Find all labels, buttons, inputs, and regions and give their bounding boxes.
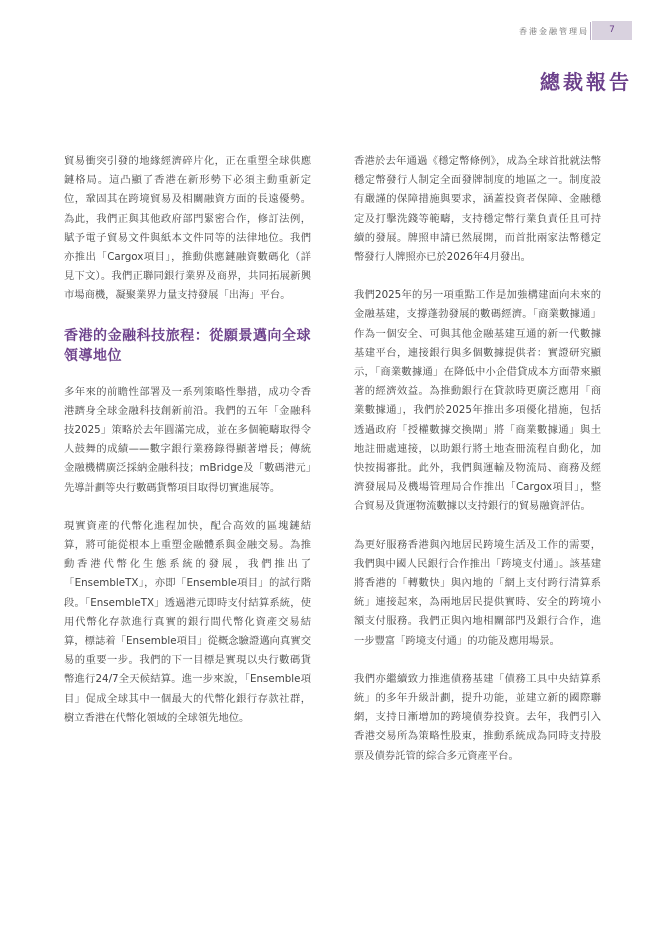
subsection-heading: 香港的金融科技旅程：從願景邁向全球領導地位 <box>64 327 311 364</box>
left-paragraph-1: 貿易衝突引發的地緣經濟碎片化，正在重塑全球供應鏈格局。這凸顯了香港在新形勢下必須主動重新定位，鞏固其在跨境貿易及相關融資方面的長遠優勢。為此，我們正與其他政府部門緊密合作，修訂法例，賦予電子貿易文件與紙本文件同等的法律地位。我們亦推出「Cargox項目」，推動供應鏈融資數碼化（詳見下文）。我們正聯同銀行業界及商界，共同拓展新興市場商機，凝聚業界力量支持發展「出海」平台。 <box>64 155 311 302</box>
right-column <box>354 152 601 785</box>
page-number: 7 <box>592 21 632 40</box>
right-paragraph-3: 為更好服務香港與內地居民跨境生活及工作的需要，我們與中國人民銀行合作推出「跨境支付通」。該基建將香港的「轉數快」與內地的「網上支付跨行清算系統」連接起來，為兩地居民提供實時、安全的跨境小額支付服務。我們正與內地相關部門及銀行合作，進一步豐富「跨境支付通」的功能及應用場景。 <box>354 538 601 647</box>
left-paragraph-2: 多年來的前瞻性部署及一系列策略性舉措，成功令香港躋身全球金融科技創新前沿。我們的五年「金融科技2025」策略於去年圓滿完成，並在多個範疇取得令人鼓舞的成績——數字銀行業務錄得顯著增長；傳統金融機構廣泛採納金融科技；mBridge及「數碼港元」先導計劃等央行數碼貨幣項目取得切實進展等。 <box>64 385 311 494</box>
right-paragraph-1: 香港於去年通過《穩定幣條例》，成為全球首批就法幣穩定幣發行人制定全面發牌制度的地區之一。制度設有嚴謹的保障措施與要求，涵蓋投資者保障、金融穩定及打擊洗錢等範疇，支持穩定幣行業負責任且可持續的發展。牌照申請已然展開，而首批兩家法幣穩定幣發行人牌照亦已於2026年4月發出。 <box>354 155 601 264</box>
left-paragraph-3: 現實資產的代幣化進程加快，配合高效的區塊鏈結算，將可能從根本上重塑金融體系與金融交易。為推動香港代幣化生態系統的發展，我們推出了「EnsembleTX」，亦即「Ensemble項目」的試行階段。「EnsembleTX」透過港元即時支付結算系統，使用代幣化存款進行真實的銀行間代幣化資產交易結算，標誌着「Ensemble項目」從概念驗證邁向真實交易的重要一步。我們的下一目標是實現以央行數碼貨幣進行24/7全天候結算。進一步來說，「Ensemble項目」促成全球其中一個最大的代幣化銀行存款社群，樹立香港在代幣化領域的全球領先地位。 <box>64 519 311 724</box>
running-head: 香港金融管理局 <box>519 27 589 36</box>
section-title: 總裁報告 <box>540 70 632 94</box>
page-number-divider <box>590 22 591 40</box>
left-column <box>64 152 311 747</box>
right-paragraph-4: 我們亦繼續致力推進債務基建「債務工具中央結算系統」的多年升級計劃，提升功能，並建立新的國際聯網，支持日漸增加的跨境債券投資。去年，我們引入香港交易所為策略性股東，推動系統成為同時支持股票及債券託管的綜合多元資產平台。 <box>354 672 601 762</box>
right-paragraph-2: 我們2025年的另一項重點工作是加強構建面向未來的金融基建，支撐蓬勃發展的數碼經濟。「商業數據通」作為一個安全、可與其他金融基建互通的新一代數據基建平台，連接銀行與多個數據提供者：實證研究顯示，「商業數據通」在降低中小企借貸成本方面帶來顯著的經濟效益。為推動銀行在貸款時更廣泛應用「商業數據通」，我們於2025年推出多項優化措施，包括透過政府「授權數據交換閘」將「商業數據通」與土地註冊處連接，以助銀行將土地查冊流程自動化，加快按揭審批。此外，我們與運輸及物流局、商務及經濟發展局及機場管理局合作推出「Cargox項目」，整合貿易及貨運物流數據以支持銀行的貿易融資評估。 <box>354 289 601 513</box>
